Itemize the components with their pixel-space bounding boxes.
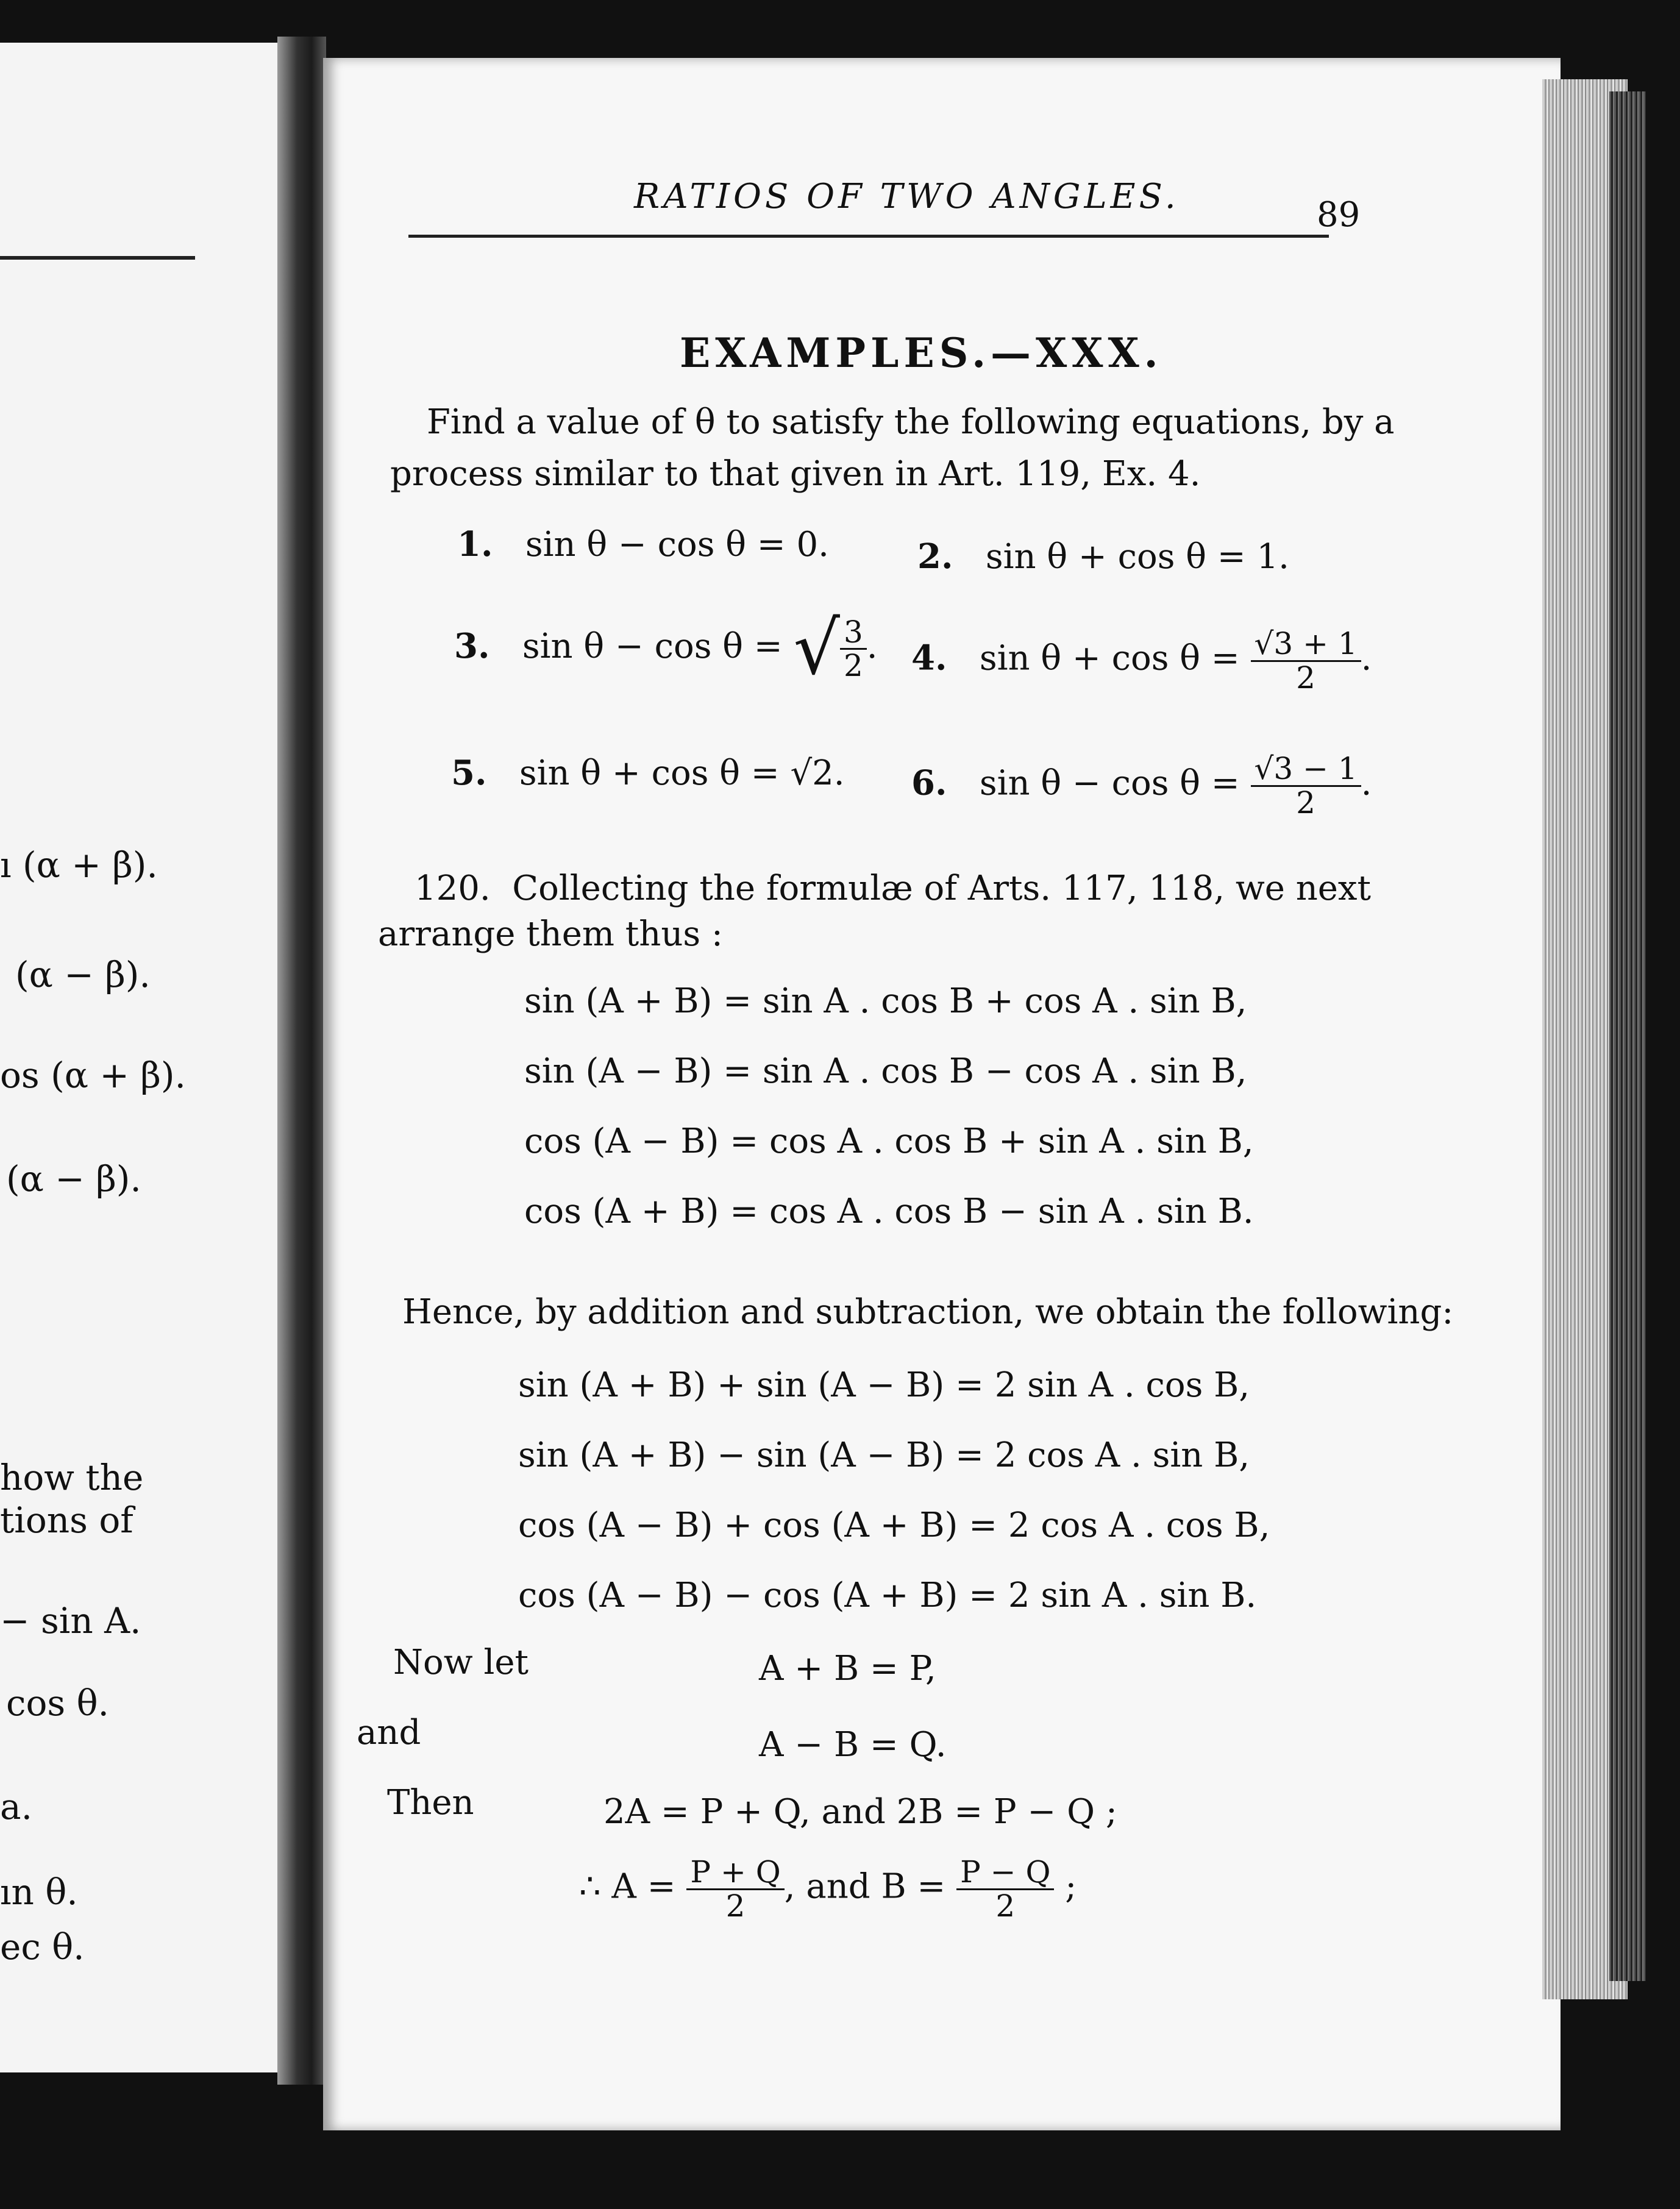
left-fragment: ec θ. bbox=[0, 1926, 85, 1968]
left-fragment: os (α + β). bbox=[0, 1055, 186, 1096]
fraction-denominator: 2 bbox=[725, 1888, 746, 1924]
article-paragraph bbox=[415, 869, 1371, 908]
example-number: 2. bbox=[917, 536, 953, 577]
examples-intro: Find a value of θ to satisfy the following equations, by a bbox=[427, 402, 1395, 442]
left-fragment: a. bbox=[0, 1786, 33, 1827]
formula-line: sin (A + B) − sin (A − B) = 2 cos A . sin B, bbox=[518, 1435, 1250, 1475]
page-edges-shadow bbox=[1609, 91, 1646, 1981]
article-text: Collecting the formulæ of Arts. 117, 118, we next bbox=[512, 869, 1371, 908]
example-number: 1. bbox=[457, 524, 493, 564]
example-number: 4. bbox=[911, 638, 947, 678]
example-item bbox=[451, 753, 845, 793]
equation-then: 2A = P + Q, and 2B = P − Q ; bbox=[603, 1792, 1117, 1832]
hence-paragraph: Hence, by addition and subtraction, we obtain the following: bbox=[402, 1292, 1454, 1332]
fraction-numerator: P + Q bbox=[686, 1856, 784, 1890]
fraction-denominator: 2 bbox=[1296, 784, 1315, 820]
left-fragment: ı (α + β). bbox=[0, 844, 158, 886]
equation-q: A − B = Q. bbox=[759, 1725, 947, 1765]
header-rule bbox=[408, 235, 1329, 238]
left-page bbox=[0, 43, 277, 2072]
now-let-label: Now let bbox=[393, 1643, 529, 1682]
example-item: 3. sin θ − cos θ = √ $\frac{3}{2}$ . bbox=[454, 606, 878, 691]
example-item bbox=[457, 524, 829, 564]
book-gutter bbox=[277, 37, 326, 2085]
fraction-numerator: √3 + 1 bbox=[1251, 628, 1361, 662]
left-header-rule bbox=[0, 256, 195, 260]
therefore-prefix: ∴ A = bbox=[579, 1866, 676, 1907]
fraction-denominator: 2 bbox=[1296, 660, 1315, 695]
formula-line: cos (A − B) = cos A . cos B + sin A . sin B, bbox=[524, 1122, 1254, 1161]
formula-line: sin (A + B) = sin A . cos B + cos A . sin B, bbox=[524, 981, 1247, 1021]
formula-line: cos (A − B) − cos (A + B) = 2 sin A . sin B. bbox=[518, 1576, 1257, 1615]
example-equation-lhs: sin θ − cos θ = bbox=[522, 627, 783, 666]
example-equation-lhs: sin θ − cos θ = bbox=[979, 763, 1240, 803]
therefore-end: ; bbox=[1065, 1866, 1077, 1907]
fraction-numerator: 3 bbox=[840, 616, 867, 650]
left-fragment: (α − β). bbox=[6, 1158, 141, 1200]
formula-line: sin (A + B) + sin (A − B) = 2 sin A . cos B, bbox=[518, 1365, 1250, 1405]
example-number: 6. bbox=[911, 763, 947, 803]
formula-line: sin (A − B) = sin A . cos B − cos A . sin B, bbox=[524, 1051, 1247, 1091]
fraction bbox=[1251, 753, 1361, 819]
article-text: arrange them thus : bbox=[378, 914, 723, 954]
example-equation: sin θ + cos θ = √2. bbox=[519, 753, 845, 793]
left-fragment: − sin A. bbox=[0, 1600, 141, 1642]
formula-line: cos (A + B) = cos A . cos B − sin A . sin B. bbox=[524, 1192, 1254, 1231]
therefore-line bbox=[579, 1856, 1077, 1922]
running-header: RATIOS OF TWO ANGLES. bbox=[634, 177, 1180, 216]
fraction-numerator: √3 − 1 bbox=[1251, 753, 1361, 787]
example-item: 6. sin θ − cos θ = $\frac{√3 - 1}{2}$ . bbox=[911, 751, 1372, 820]
then-label: Then bbox=[387, 1783, 474, 1823]
radical-sign-icon: √ bbox=[793, 606, 840, 691]
fraction bbox=[840, 616, 867, 682]
left-fragment: how the bbox=[0, 1457, 144, 1498]
fraction bbox=[956, 1856, 1054, 1922]
equation-p: A + B = P, bbox=[759, 1649, 936, 1688]
example-item bbox=[917, 536, 1289, 577]
page-number: 89 bbox=[1317, 195, 1361, 235]
examples-heading: EXAMPLES.—XXX. bbox=[680, 329, 1163, 377]
fraction-denominator: 2 bbox=[995, 1888, 1016, 1924]
example-equation: sin θ + cos θ = 1. bbox=[985, 537, 1289, 577]
article-number: 120. bbox=[415, 869, 491, 908]
example-number: 5. bbox=[451, 753, 487, 793]
left-fragment: (α − β). bbox=[15, 954, 151, 995]
and-label: and bbox=[357, 1713, 421, 1752]
examples-intro: process similar to that given in Art. 119, Ex. 4. bbox=[390, 454, 1201, 494]
example-equation: sin θ − cos θ = 0. bbox=[525, 525, 829, 564]
left-fragment: tions of bbox=[0, 1499, 133, 1541]
fraction bbox=[1251, 628, 1361, 694]
fraction bbox=[686, 1856, 784, 1922]
example-item: 4. sin θ + cos θ = $\frac{√3 + 1}{2}$ . bbox=[911, 626, 1372, 695]
fraction-numerator: P − Q bbox=[956, 1856, 1054, 1890]
formula-line: cos (A − B) + cos (A + B) = 2 cos A . cos B, bbox=[518, 1506, 1270, 1545]
example-equation-lhs: sin θ + cos θ = bbox=[979, 638, 1240, 678]
fraction-denominator: 2 bbox=[843, 648, 863, 683]
example-number: 3. bbox=[454, 626, 490, 666]
therefore-mid: , and B = bbox=[784, 1866, 946, 1907]
square-root bbox=[794, 606, 867, 691]
left-fragment: cos θ. bbox=[6, 1682, 109, 1724]
left-fragment: ın θ. bbox=[0, 1871, 78, 1913]
